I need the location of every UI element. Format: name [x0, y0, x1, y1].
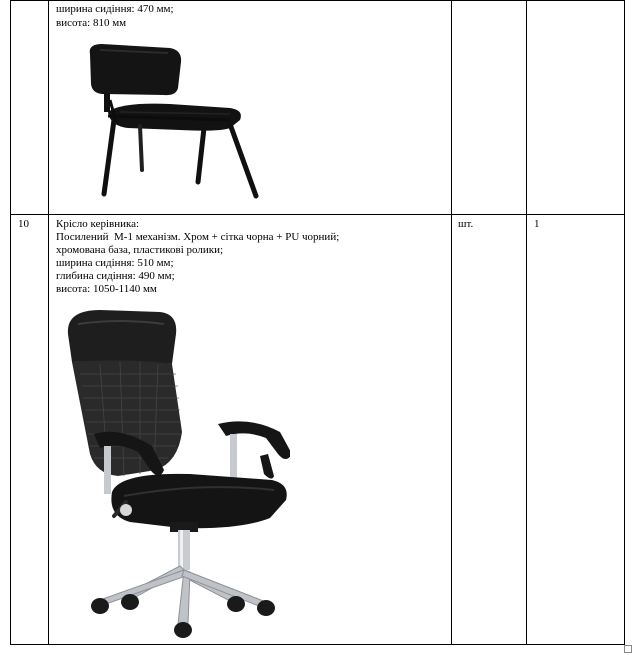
description-line: хромована база, пластикові ролики; — [56, 244, 224, 256]
table-top-border — [10, 0, 625, 1]
column-border — [624, 0, 625, 645]
office-visitor-chair-icon — [80, 40, 260, 200]
row-number: 10 — [18, 218, 29, 230]
description-line: Крісло керівника: — [56, 218, 140, 230]
column-border — [48, 0, 49, 645]
row-divider — [10, 214, 625, 215]
table-bottom-border — [10, 644, 625, 645]
quantity-cell: 1 — [534, 218, 540, 230]
description-line: глибина сидіння: 490 мм; — [56, 270, 175, 282]
description-line: висота: 1050-1140 мм — [56, 283, 157, 295]
description-line: висота: 810 мм — [56, 17, 127, 29]
executive-mesh-office-chair-icon — [60, 304, 290, 640]
column-border — [526, 0, 527, 645]
column-border — [10, 0, 11, 645]
column-border — [451, 0, 452, 645]
description-line: ширина сидіння: 510 мм; — [56, 257, 174, 269]
unit-cell: шт. — [458, 218, 474, 230]
resize-handle-icon — [624, 645, 632, 653]
description-line: Посилений М-1 механізм. Хром + сітка чорна + PU чорний; — [56, 231, 340, 243]
specification-table — [10, 0, 625, 645]
description-line: ширина сидіння: 470 мм; — [56, 3, 174, 15]
